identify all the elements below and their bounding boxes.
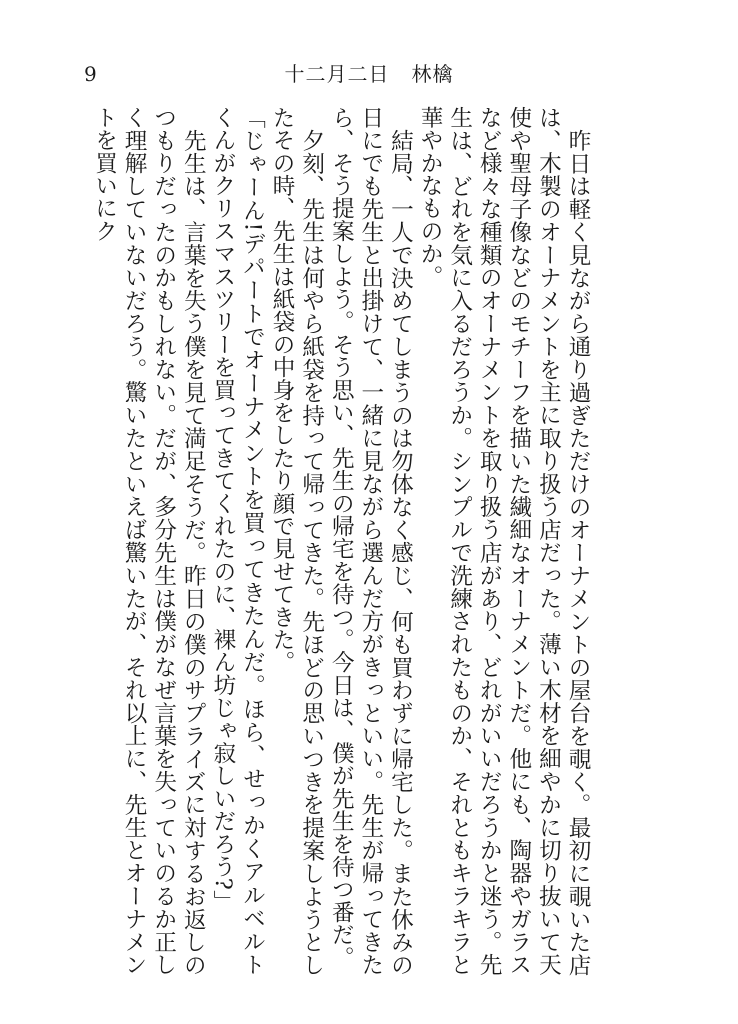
running-head [0,62,738,86]
running-head-date: 十二月二日 [284,62,390,86]
running-head-name: 林檎 [411,62,454,86]
vertical-body-text [92,106,592,976]
page-number: 9 [84,62,97,86]
paragraph-1: 昨日は軽く見ながら通り過ぎただけのオーナメントの屋台を覗く。最初に覗いた店は、木製のオーナメントを主に取り扱う店だった。薄い木材を細やかに切り抜いて天使や聖母子像などのモチーフを描いた繊細なオーナメントだ。他にも、陶器やガラスなど様々な種類のオーナメントを取り扱う店があり、どれがいいだろうかと迷う。先生は、どれを気に入るだろうか。シンプルで洗練されたものか、それともキラキラと華やかなものか。 [417,106,591,976]
paragraph-2: 結局、一人で決めてしまうのは勿体なく感じ、何も買わずに帰宅した。また休みの日にでも先生と出掛けて、一緒に見ながら選んだ方がきっといい。先生が帰ってきたら、そう提案しよう。そう思い、先生の帰宅を待つ。今日は、僕が先生を待つ番だ。 [328,106,414,976]
paragraph-5: 先生は、言葉を失う僕を見て満足そうだ。昨日の僕のサプライズに対するお返しのつもりだったのかもしれない。だが、多分先生は僕がなぜ言葉を失っていのるか正しく理解していないだろう。驚いたといえば驚いたが、それ以上に、先生とオーナメントを買いにク [91,106,207,976]
paragraph-4-dialogue: 「じゃーん!デパートでオーナメントを買ってきたんだ。ほら、せっかくアルベルトくんがクリスマスツリーを買ってきてくれたのに、裸ん坊じゃ寂しいだろう?」 [209,106,266,976]
paragraph-3: 夕刻、先生は何やら紙袋を持って帰ってきた。先ほどの思いつきを提案しようとしたその時、先生は紙袋の中身をしたり顔で見せてきた。 [269,106,325,976]
